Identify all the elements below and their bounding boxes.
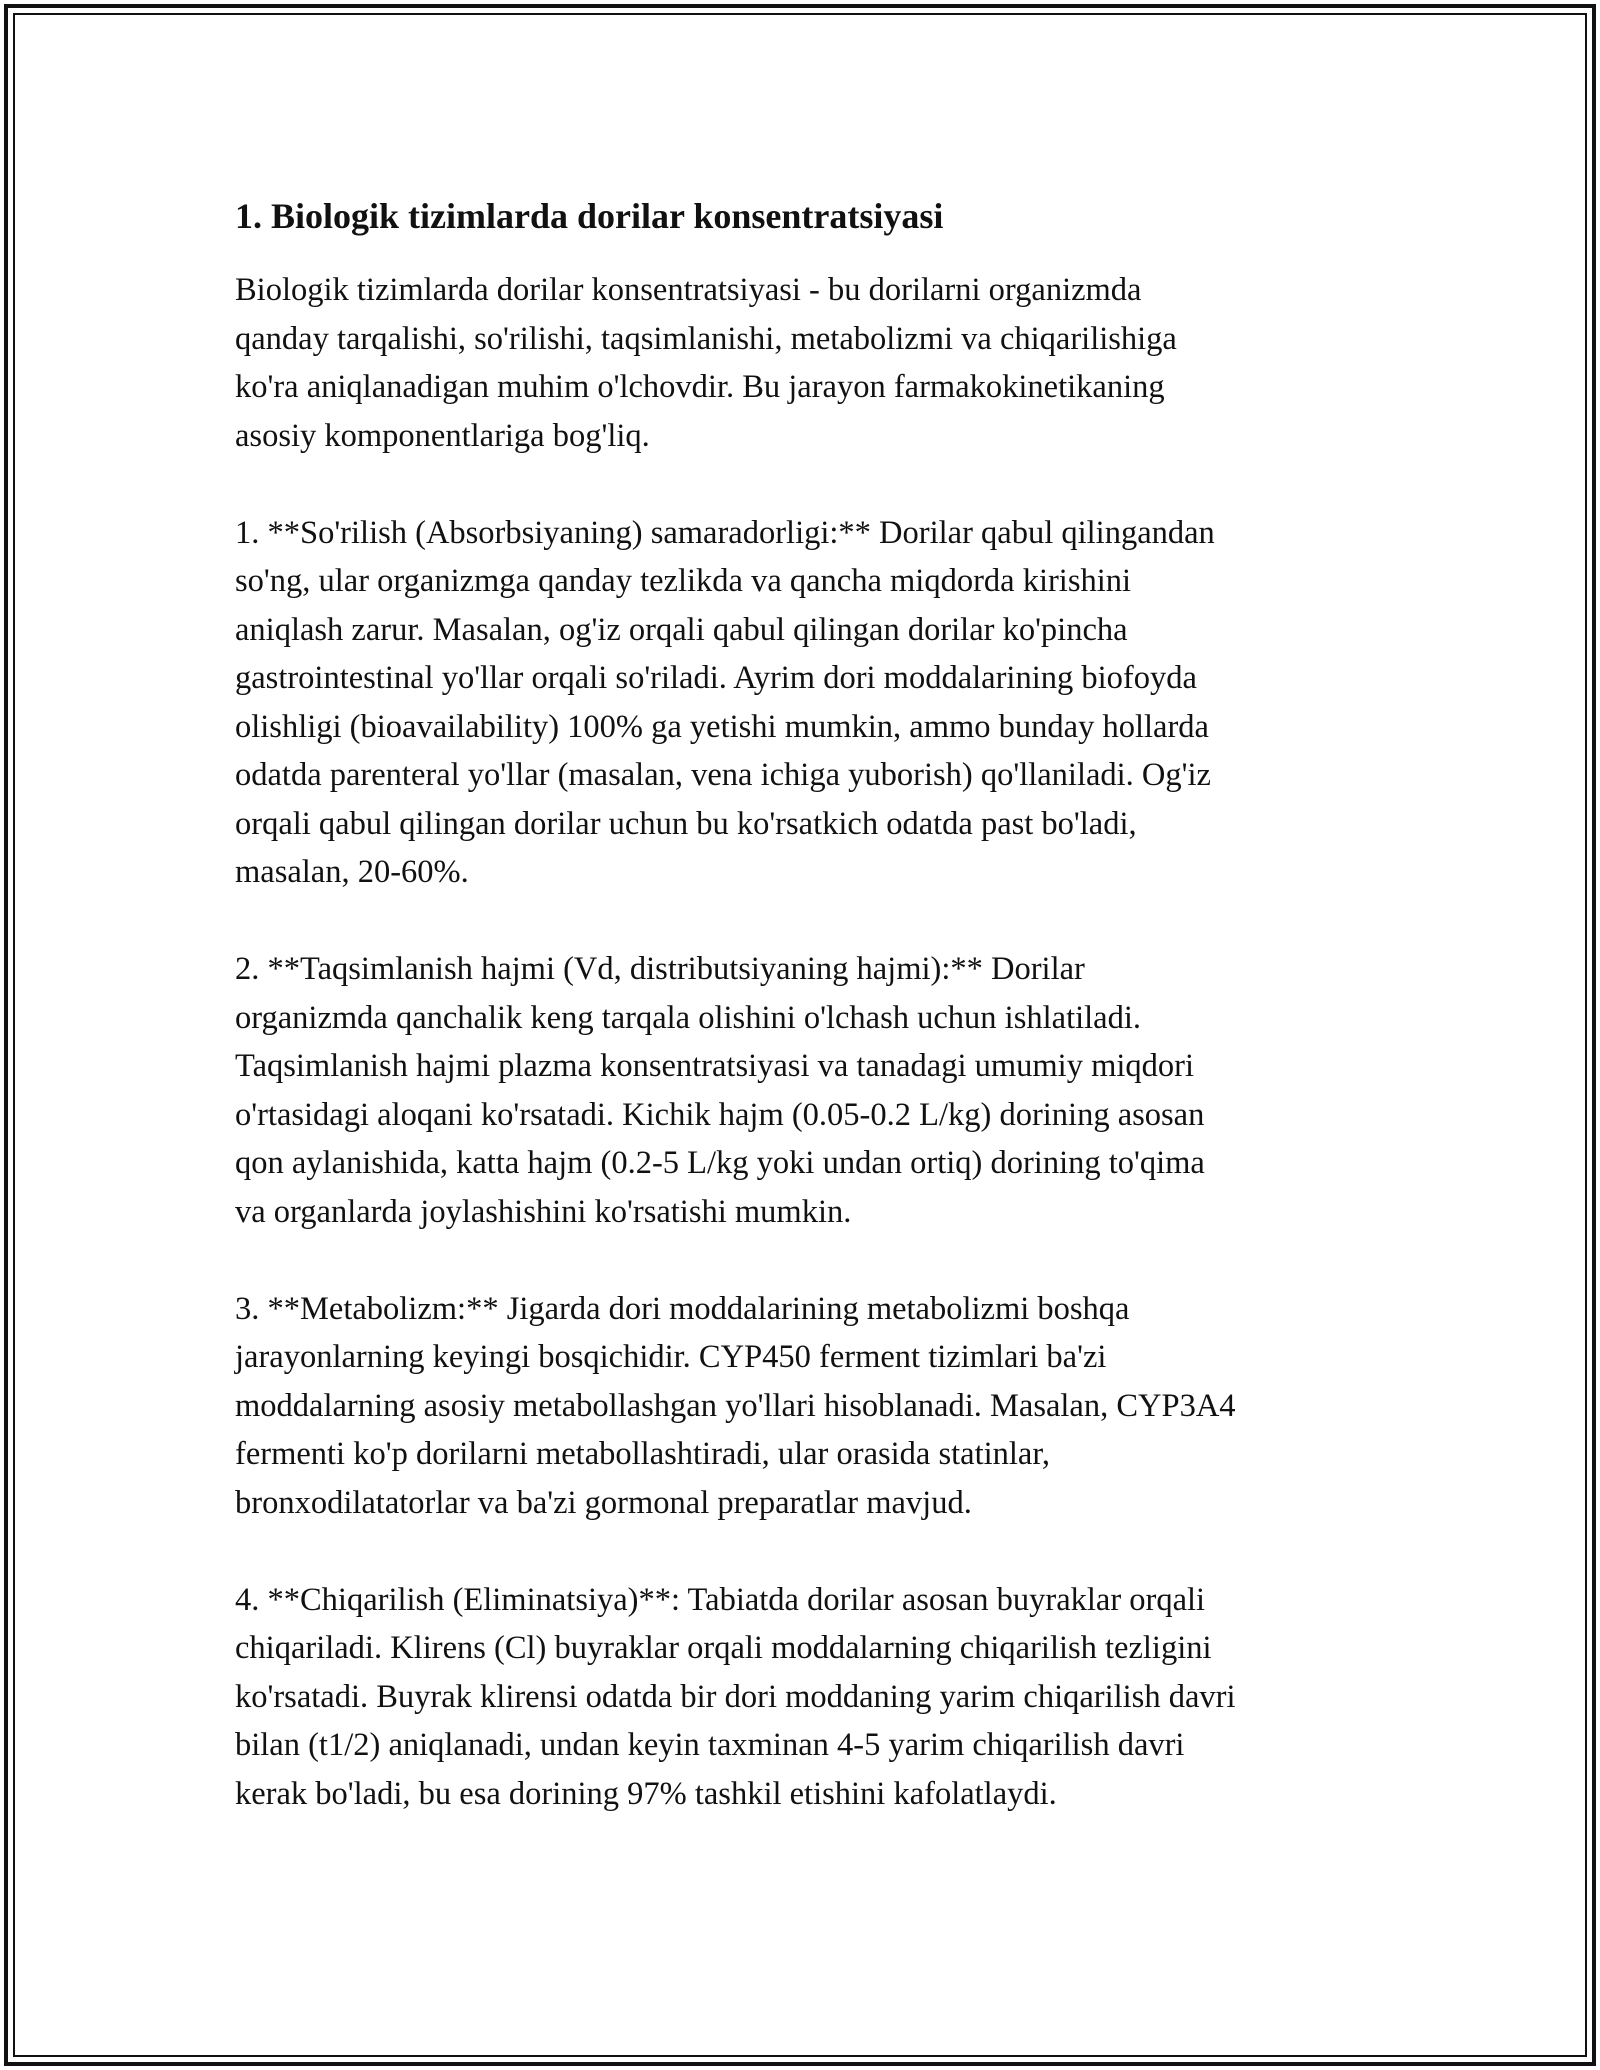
document-body <box>235 188 1375 1818</box>
text-line: Biologik tizimlarda dorilar konsentratsiyasi - bu dorilarni organizmda <box>235 272 1142 308</box>
text-line: jarayonlarning keyingi bosqichidir. CYP450 ferment tizimlari ba'zi <box>235 1339 1107 1375</box>
text-line: ko'ra aniqlanadigan muhim o'lchovdir. Bu jarayon farmakokinetikaning <box>235 369 1165 405</box>
text-line: 2. **Taqsimlanish hajmi (Vd, distributsiyaning hajmi):** Dorilar <box>235 951 1085 987</box>
text-line: ko'rsatadi. Buyrak klirensi odatda bir dori moddaning yarim chiqarilish davri <box>235 1678 1236 1715</box>
text-line: 1. **So'rilish (Absorbsiyaning) samaradorligi:** Dorilar qabul qilingandan <box>235 514 1215 551</box>
text-line: orqali qabul qilingan dorilar uchun bu ko'rsatkich odatda past bo'ladi, <box>235 805 1137 842</box>
elimination-paragraph <box>235 1576 1375 1819</box>
text-line: fermenti ko'p dorilarni metabollashtiradi, ular orasida statinlar, <box>235 1436 1050 1472</box>
text-line: qon aylanishida, katta hajm (0.2-5 L/kg yoki undan ortiq) dorining to'qima <box>235 1145 1205 1181</box>
text-line: moddalarning asosiy metabollashgan yo'llari hisoblanadi. Masalan, CYP3A4 <box>235 1387 1236 1424</box>
text-line: chiqariladi. Klirens (Cl) buyraklar orqali moddalarning chiqarilish tezligini <box>235 1630 1212 1666</box>
text-line: olishligi (bioavailability) 100% ga yetishi mumkin, ammo bunday hollarda <box>235 708 1209 745</box>
text-line: so'ng, ular organizmga qanday tezlikda va qancha miqdorda kirishini <box>235 563 1132 599</box>
text-line: qanday tarqalishi, so'rilishi, taqsimlanishi, metabolizmi va chiqarilishiga <box>235 320 1177 357</box>
text-line: o'rtasidagi aloqani ko'rsatadi. Kichik hajm (0.05-0.2 L/kg) dorining asosan <box>235 1096 1205 1133</box>
text-line: Taqsimlanish hajmi plazma konsentratsiyasi va tanadagi umumiy miqdori <box>235 1048 1194 1084</box>
text-line: 3. **Metabolizm:** Jigarda dori moddalarining metabolizmi boshqa <box>235 1290 1130 1327</box>
absorption-paragraph <box>235 509 1375 897</box>
text-line: odatda parenteral yo'llar (masalan, vena ichiga yuborish) qo'llaniladi. Og'iz <box>235 757 1211 793</box>
text-line: masalan, 20-60%. <box>235 854 469 890</box>
intro-paragraph <box>235 266 1375 460</box>
text-line: kerak bo'ladi, bu esa dorining 97% tashkil etishini kafolatlaydi. <box>235 1775 1057 1812</box>
metabolism-paragraph <box>235 1285 1375 1528</box>
text-line: asosiy komponentlariga bog'liq. <box>235 417 650 454</box>
text-line: aniqlash zarur. Masalan, og'iz orqali qabul qilingan dorilar ko'pincha <box>235 611 1128 648</box>
text-line: va organlarda joylashishini ko'rsatishi mumkin. <box>235 1193 852 1230</box>
text-line: bronxodilatatorlar va ba'zi gormonal preparatlar mavjud. <box>235 1484 972 1521</box>
text-line: gastrointestinal yo'llar orqali so'riladi. Ayrim dori moddalarining biofoyda <box>235 660 1197 696</box>
text-line: 4. **Chiqarilish (Eliminatsiya)**: Tabiatda dorilar asosan buyraklar orqali <box>235 1581 1206 1618</box>
document-title: 1. Biologik tizimlarda dorilar konsentratsiyasi <box>235 196 944 236</box>
text-line: bilan (t1/2) aniqlanadi, undan keyin taxminan 4-5 yarim chiqarilish davri <box>235 1727 1185 1763</box>
text-line: organizmda qanchalik keng tarqala olishini o'lchash uchun ishlatiladi. <box>235 999 1141 1036</box>
distribution-paragraph <box>235 945 1375 1236</box>
